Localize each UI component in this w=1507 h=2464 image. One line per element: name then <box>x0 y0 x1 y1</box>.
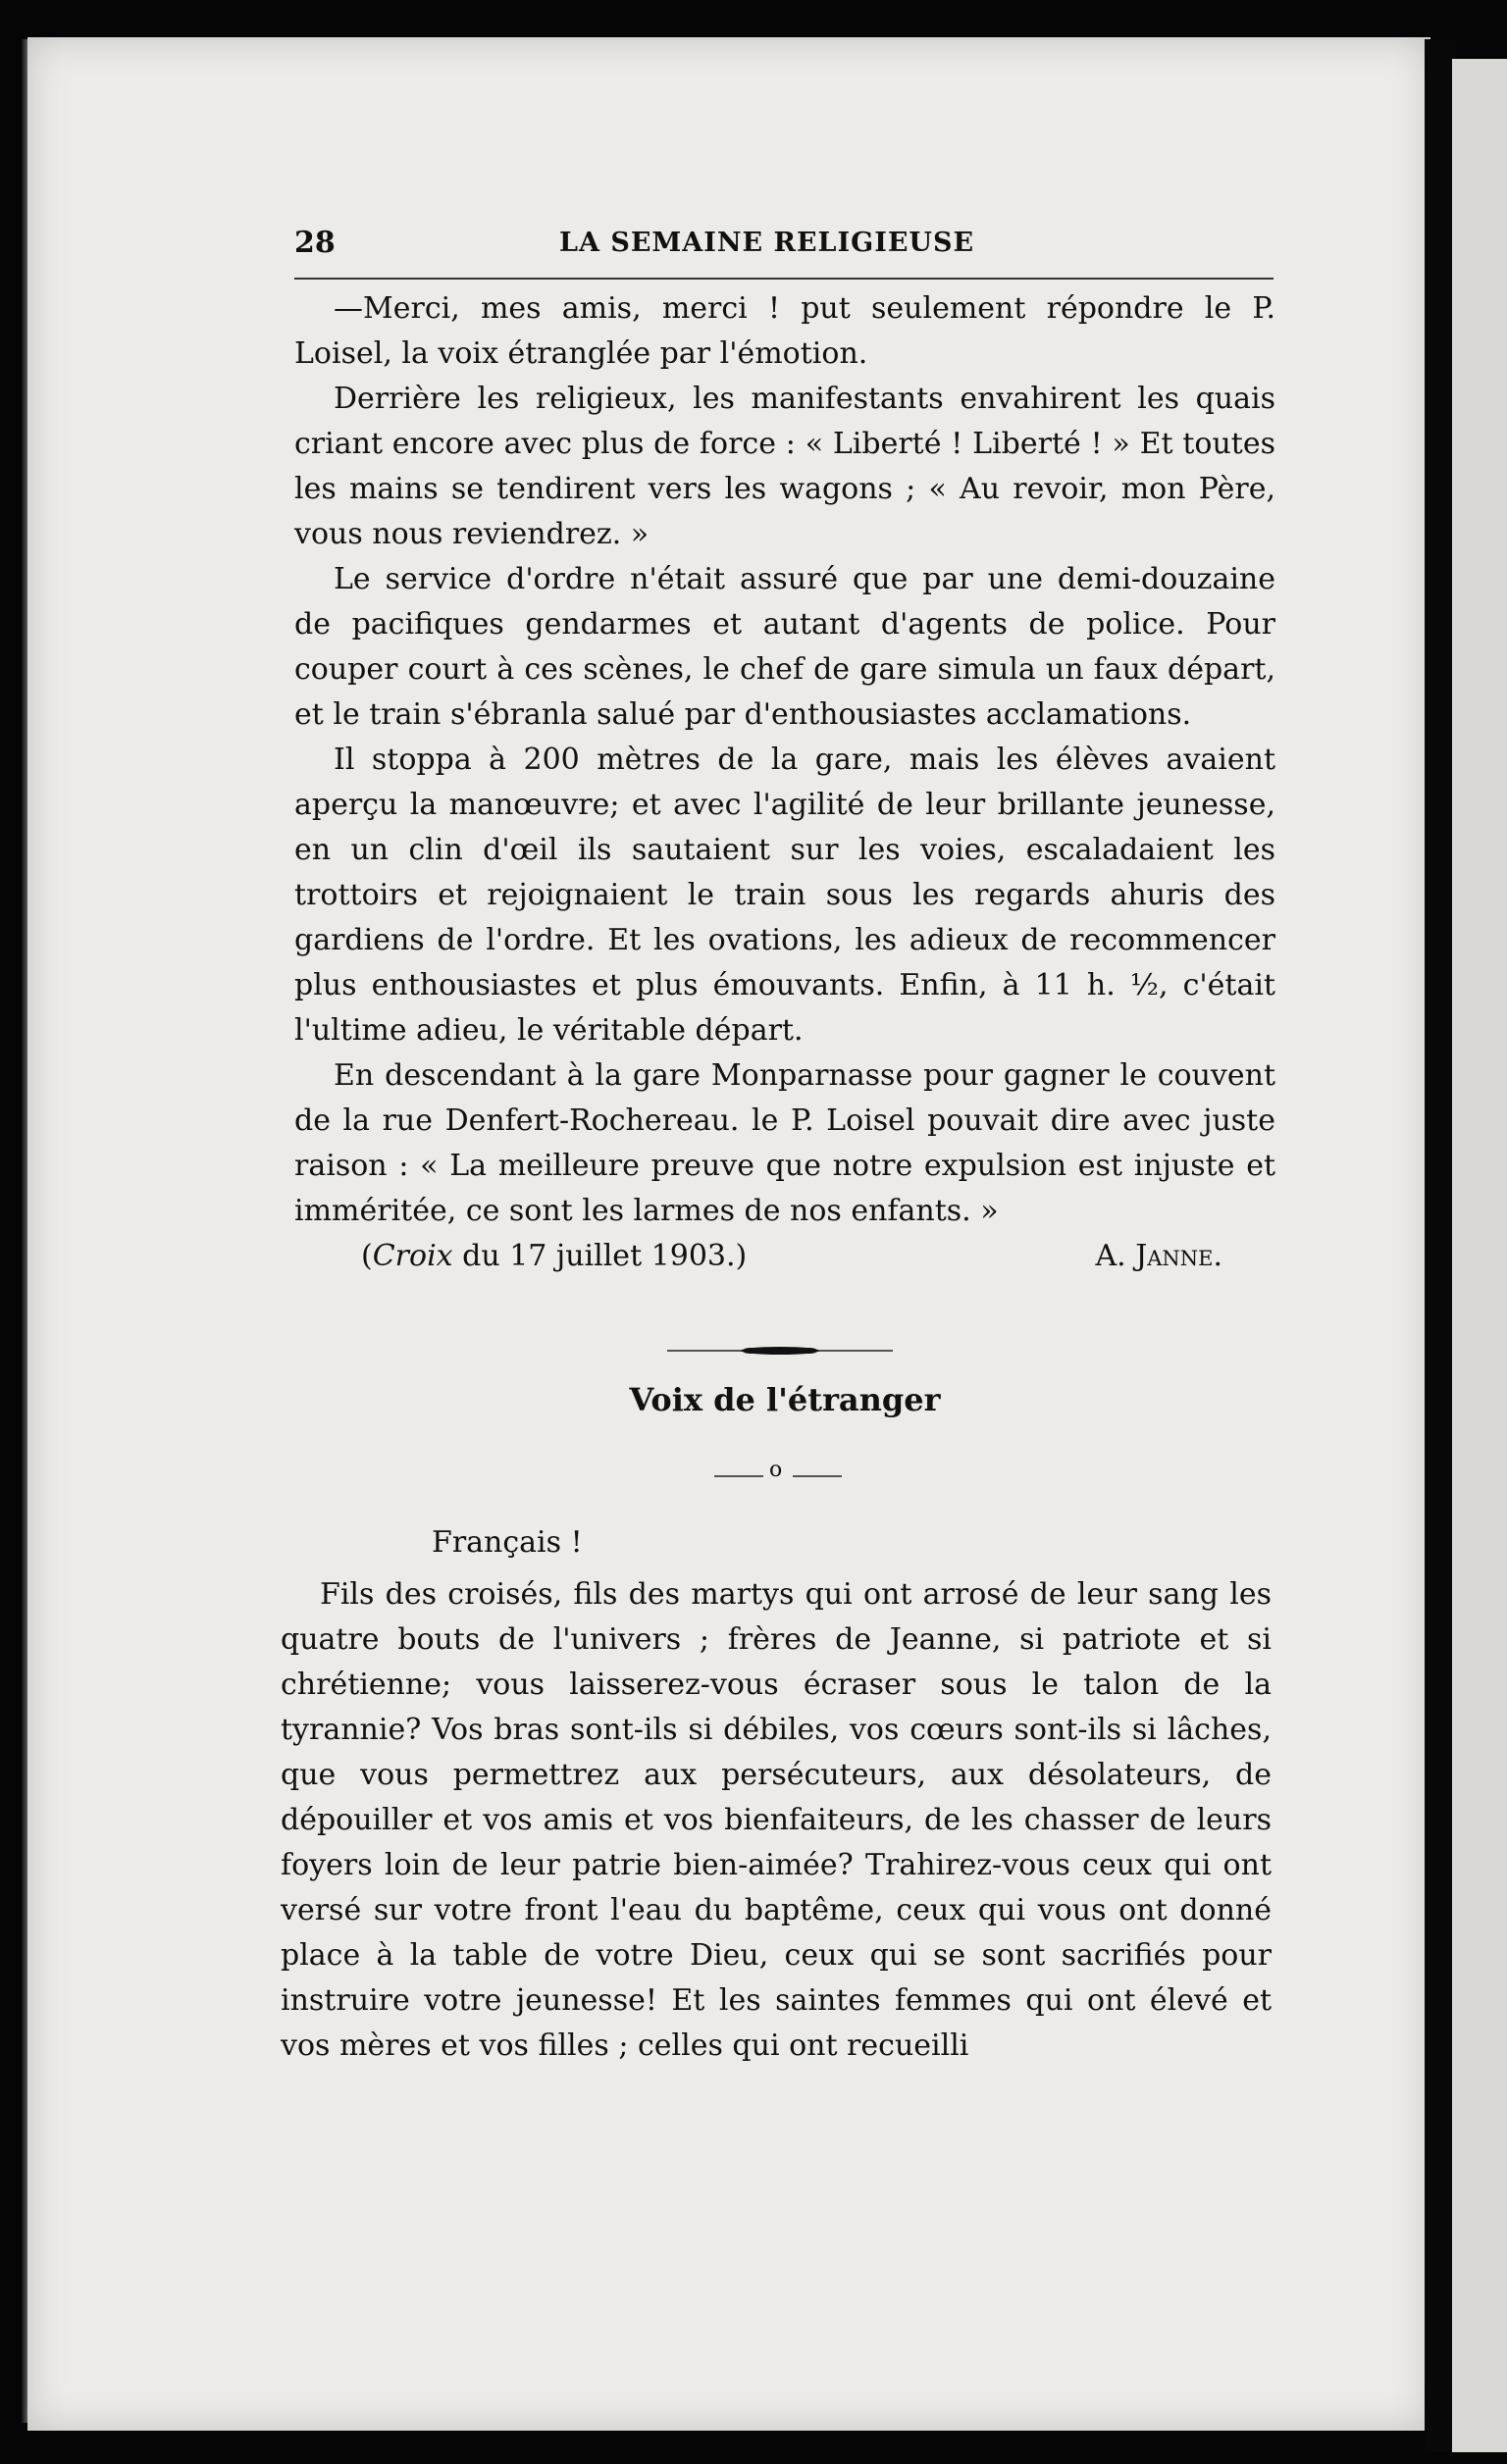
section-paragraph-1: Fils des croisés, fils des martys qui ont arrosé de leur sang les quatre bouts de l'univers ; frères de Jeanne, si patriote et si chrétienne; vous laisserez-vous écraser sous le talon de la tyrannie? Vos bras sont-ils si débiles, vos cœurs sont-ils si lâches, que vous permettrez aux persécuteurs, aux désolateurs, de dépouiller et vos amis et vos bienfaiteurs, de les chasser de leurs foyers loin de leur patrie bien-aimée? Trahirez-vous ceux qui ont versé sur votre front l'eau du baptême, ceux qui vous ont donné place à la table de votre Dieu, ceux qui se sont sacrifiés pour instruire votre jeunesse! Et les saintes femmes qui ont élevé et vos mères et vos filles ; celles qui ont recueilli <box>281 1577 1272 2063</box>
source-newspaper: Croix <box>372 1239 453 1273</box>
article-paragraph-4: Il stoppa à 200 mètres de la gare, mais les élèves avaient aperçu la manœuvre; et avec l'agilité de leur brillante jeunesse, en un clin d'œil ils sautaient sur les voies, escaladaient les trottoirs et rejoignaient le train sous les regards ahuris des gardiens de l'ordre. Et les ovations, les adieux de recommencer plus enthousiastes et plus émouvants. Enfin, à 11 h. ½, c'était l'ultime adieu, le véritable départ. <box>294 743 1275 1048</box>
article-paragraph-5: En descendant à la gare Monparnasse pour gagner le couvent de la rue Denfert-Rochereau. le P. Loisel pouvait dire avec juste raison : « La meilleure preuve que notre expulsion est injuste et imméritée, ce sont les larmes de nos enfants. » <box>294 1058 1275 1228</box>
article-paragraph-2: Derrière les religieux, les manifestants envahirent les quais criant encore avec plus de force : « Liberté ! Liberté ! » Et toutes les mains se tendirent vers les wagons ; « Au revoir, mon Père, vous nous reviendrez. » <box>294 382 1275 551</box>
section-title: Voix de l'étranger <box>629 1381 941 1418</box>
article-author: A. Janne. <box>1095 1239 1222 1273</box>
header-rule <box>294 278 1273 280</box>
section-divider <box>714 1458 842 1485</box>
article-signature-line <box>294 1234 1275 1279</box>
section-salutation: Français ! <box>432 1525 583 1560</box>
adjacent-page-edge <box>1452 59 1507 2452</box>
article-source: (Croix du 17 juillet 1903.) <box>361 1239 748 1273</box>
article-body <box>294 286 1275 1279</box>
running-title: LA SEMAINE RELIGIEUSE <box>559 228 975 258</box>
article-paragraph-1: —Merci, mes amis, merci ! put seulement répondre le P. Loisel, la voix étranglée par l'émotion. <box>294 291 1275 371</box>
divider-glyph: o <box>769 1458 783 1482</box>
section-ornament <box>667 1345 893 1357</box>
page-number: 28 <box>294 226 336 260</box>
running-header <box>294 226 1275 265</box>
article-paragraph-3: Le service d'ordre n'était assuré que par une demi-douzaine de pacifiques gendarmes et autant d'agents de police. Pour couper court à ces scènes, le chef de gare simula un faux départ, et le train s'ébranla salué par d'enthousiastes acclamations. <box>294 562 1275 732</box>
section-body <box>281 1572 1272 2069</box>
